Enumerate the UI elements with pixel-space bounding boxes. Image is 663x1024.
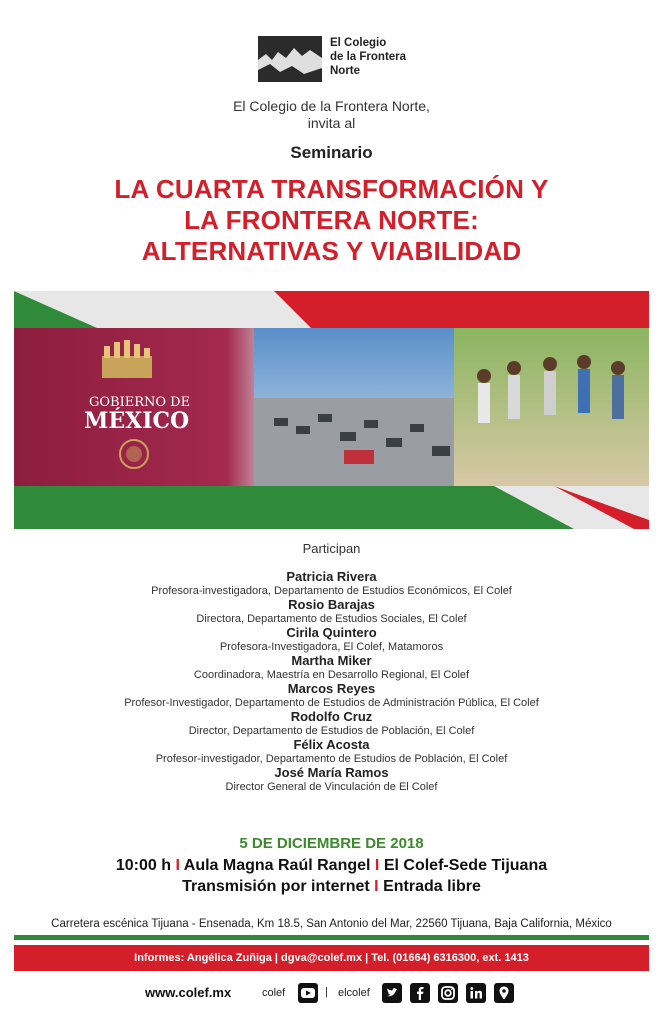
participant-name: Marcos Reyes (287, 681, 376, 696)
participant-item (0, 570, 663, 598)
gobierno-line-1: GOBIERNO DE (89, 395, 191, 410)
event-time-venue (0, 855, 663, 876)
participant-item (0, 710, 663, 738)
participant-name: Martha Miker (291, 653, 372, 668)
title-line-2: LA FRONTERA NORTE: (184, 205, 479, 235)
colef-logo-mark (258, 36, 322, 82)
invite-text (0, 98, 663, 132)
participant-name: Cirila Quintero (286, 625, 377, 640)
event-location-block (0, 855, 663, 897)
event-entry: Entrada libre (383, 878, 481, 895)
separator: I (374, 878, 379, 895)
separator: I (374, 857, 380, 874)
participant-name: Félix Acosta (293, 737, 370, 752)
banner-bottom-stripe (14, 486, 649, 529)
event-access (0, 876, 663, 897)
participants-list (0, 570, 663, 794)
participant-item (0, 598, 663, 626)
separator: I (175, 857, 180, 874)
participants-heading: Participan (302, 541, 361, 556)
location-icon[interactable] (494, 983, 514, 1003)
event-banner (14, 291, 649, 529)
contact-info: Informes: Angélica Zuñiga | dgva@colef.mx | Tel. (01664) 6316300, ext. 1413 (134, 952, 529, 964)
event-type: Seminario (290, 143, 373, 162)
event-venue: Aula Magna Raúl Rangel (183, 857, 371, 874)
participant-role: Director, Departamento de Estudios de Población, El Colef (188, 725, 475, 737)
social-label: elcolef (338, 987, 370, 999)
event-site: El Colef-Sede Tijuana (383, 857, 548, 874)
youtube-icon[interactable] (298, 983, 318, 1003)
participant-name: Rosio Barajas (288, 597, 375, 612)
banner-photo-collage (14, 328, 649, 486)
participant-role: Profesor-investigador, Departamento de Estudios de Población, El Colef (155, 753, 508, 765)
participant-item (0, 654, 663, 682)
banner-top-stripe (14, 291, 649, 331)
participant-role: Coordinadora, Maestría en Desarrollo Regional, El Colef (193, 669, 470, 681)
instagram-icon[interactable] (438, 983, 458, 1003)
twitter-icon[interactable] (382, 983, 402, 1003)
logo-line-3: Norte (330, 65, 361, 77)
participant-item (0, 626, 663, 654)
participant-role: Directora, Departamento de Estudios Sociales, El Colef (196, 613, 467, 625)
footer-divider: | (325, 986, 328, 998)
participant-name: Patricia Rivera (286, 569, 377, 584)
invite-line-2: invita al (307, 115, 356, 131)
participant-item (0, 738, 663, 766)
colef-logo-name (330, 36, 420, 78)
participant-role: Director General de Vinculación de El Colef (225, 781, 438, 793)
website-link[interactable]: www.colef.mx (145, 985, 232, 1000)
event-time: 10:00 h (115, 857, 171, 874)
logo-line-1: El Colegio (330, 37, 387, 49)
youtube-label: colef (262, 987, 286, 999)
event-date: 5 DE DICIEMBRE DE 2018 (239, 835, 424, 852)
logo-line-2: de la Frontera (330, 51, 407, 63)
gobierno-line-2: MÉXICO (84, 408, 190, 434)
participant-role: Profesor-Investigador, Departamento de Estudios de Administración Pública, El Colef (124, 697, 539, 709)
participant-name: Rodolfo Cruz (290, 709, 373, 724)
title-line-1: LA CUARTA TRANSFORMACIÓN Y (114, 174, 549, 204)
participant-role: Profesora-Investigadora, El Colef, Matamoros (219, 641, 444, 653)
address: Carretera escénica Tijuana - Ensenada, Km 18.5, San Antonio del Mar, 22560 Tijuana, Baja California, México (51, 918, 612, 930)
invite-line-1: El Colegio de la Frontera Norte, (233, 98, 430, 114)
event-stream: Transmisión por internet (182, 878, 370, 895)
participant-name: José María Ramos (274, 765, 389, 780)
linkedin-icon[interactable] (466, 983, 486, 1003)
colef-logo (258, 36, 408, 86)
facebook-icon[interactable] (410, 983, 430, 1003)
participant-item (0, 682, 663, 710)
participant-role: Profesora-investigadora, Departamento de Estudios Económicos, El Colef (151, 585, 512, 597)
participant-item (0, 766, 663, 794)
event-title (0, 174, 663, 267)
title-line-3: ALTERNATIVAS Y VIABILIDAD (141, 236, 522, 266)
